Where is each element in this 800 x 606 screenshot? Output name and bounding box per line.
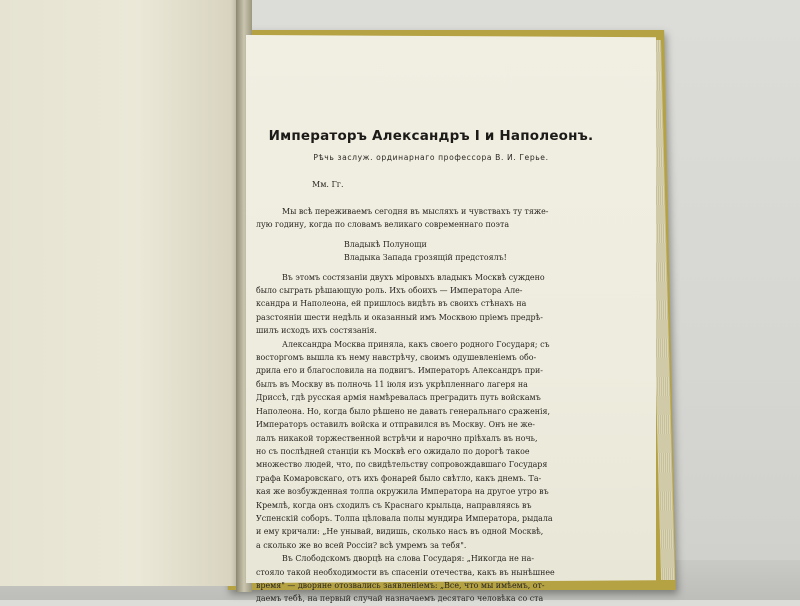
verse-quote	[256, 238, 606, 265]
left-page-blank	[0, 0, 250, 586]
text-line: разстояніи шести недѣль и оказанный имъ Москвою пріемъ предрѣ-	[256, 312, 543, 322]
salutation: Мм. Гг.	[312, 180, 344, 189]
text-line: Императоръ оставилъ войска и отправился въ Москву. Онъ не же-	[256, 420, 535, 430]
text-line: и ему кричали: „Не унывай, видишь, сколько насъ въ одной Москвѣ,	[256, 527, 544, 537]
text-line: даемъ тебѣ, на первый случай назначаемъ десятаго человѣка со ста	[256, 594, 544, 604]
text-line: былъ въ Москву въ полночь 11 іюля изъ укрѣпленнаго лагеря на	[256, 379, 528, 389]
text-line: Кремлѣ, когда онъ сходилъ съ Краснаго крыльца, направляясь въ	[256, 500, 532, 510]
text-line: но съ послѣдней станціи къ Москвѣ его ожидало по дорогѣ такое	[256, 446, 530, 456]
verse-line: Владыкѣ Полунощи	[344, 239, 427, 249]
paragraph-3	[256, 338, 606, 553]
text-line: а сколько же во всей Россіи? всѣ умремъ за тебя".	[256, 540, 467, 550]
text-line: Въ Слободскомъ дворцѣ на слова Государя: „Никогда не на-	[282, 554, 534, 564]
text-line: время" — дворяне отозвались заявленіемъ: „Все, что мы имѣемъ, от-	[256, 580, 545, 590]
text-line: кая же возбужденная толпа окружила Императора на другое утро въ	[256, 487, 549, 497]
text-line: стояло такой необходимости въ спасеніи отечества, какъ въ нынѣшнее	[256, 567, 555, 577]
document-subtitle: Рѣчь заслуж. ординарнаго профессора В. И. Герье.	[313, 153, 549, 162]
text-line: Александра Москва приняла, какъ своего родного Государя; съ	[282, 339, 550, 349]
text-line: шилъ исходъ ихъ состязанія.	[256, 326, 377, 336]
text-line: графа Комаровскаго, отъ ихъ фонарей было свѣтло, какъ днемъ. Та-	[256, 473, 542, 483]
paragraph-intro	[256, 205, 606, 232]
text-line: Дриссѣ, гдѣ русская армія намѣревалась преградить путь войскамъ	[256, 393, 541, 403]
text-line: лалъ никакой торжественной встрѣчи и нарочно пріѣхалъ въ ночь,	[256, 433, 538, 443]
text-line: восторгомъ вышла къ нему навстрѣчу, своимъ одушевленіемъ обо-	[256, 353, 537, 363]
text-line: ксандра и Наполеона, ей пришлось видѣть въ своихъ стѣнахъ на	[256, 299, 527, 309]
text-line: Мы всѣ переживаемъ сегодня въ мысляхъ и чувствахъ ту тяже-	[282, 207, 549, 216]
text-line: Успенскій соборъ. Толпа цѣловала полы мундира Императора, рыдала	[256, 513, 553, 523]
printed-text	[256, 128, 606, 606]
text-line: дрила его и благословила на подвигъ. Императоръ Александръ при-	[256, 366, 543, 376]
paragraph-4	[256, 552, 606, 606]
verse-line: Владыка Запада грозящій предстоялъ!	[344, 253, 507, 263]
text-line: лую годину, когда по словамъ великаго современнаго поэта	[256, 220, 510, 230]
text-line: Наполеона. Но, когда было рѣшено не давать генеральнаго сраженія,	[256, 406, 551, 416]
document-title: Императоръ Александръ I и Наполеонъ.	[268, 128, 594, 144]
paragraph-2	[256, 271, 606, 338]
text-line: Въ этомъ состязаніи двухъ міровыхъ владыкъ Москвѣ суждено	[282, 272, 545, 282]
text-line: множество людей, что, по свидѣтельству сопровождавшаго Государя	[256, 460, 548, 470]
text-line: было сыграть рѣшающую роль. Ихъ обоихъ — Императора Але-	[256, 286, 523, 296]
